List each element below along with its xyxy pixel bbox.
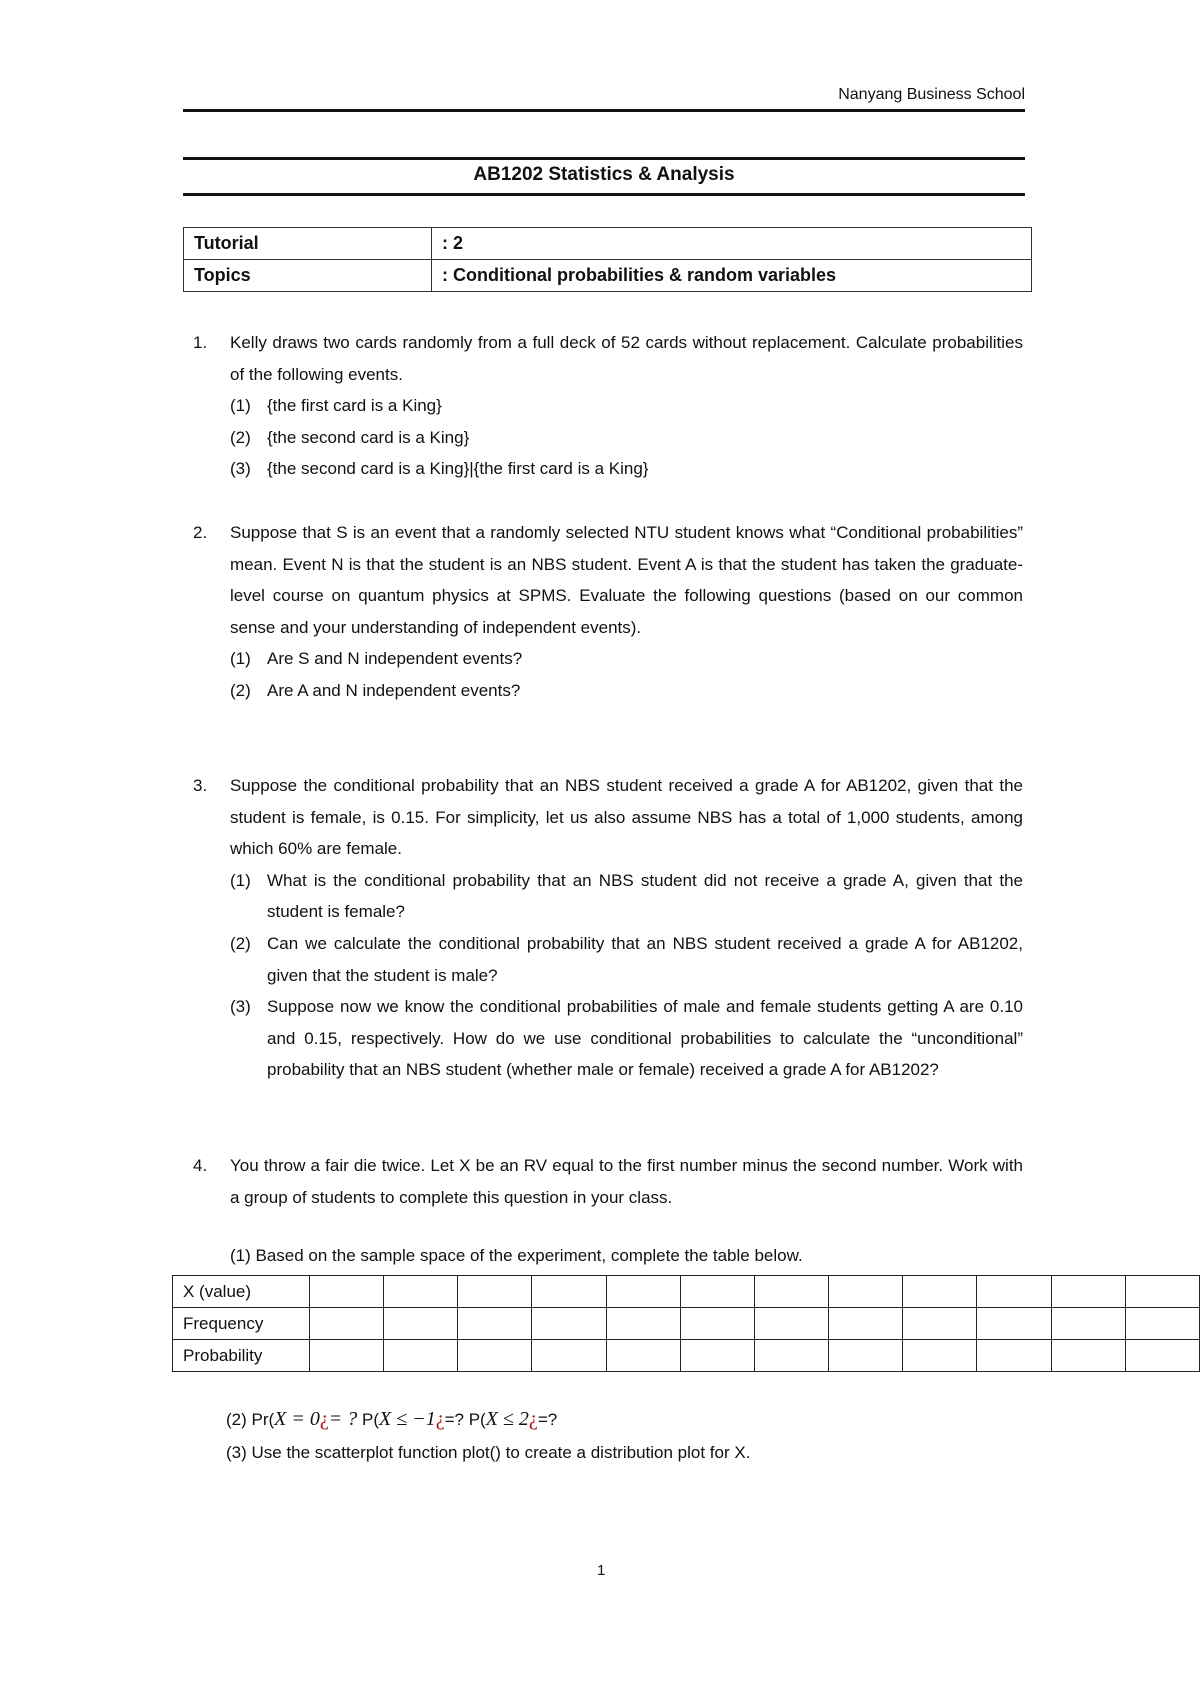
q4-part3: (3) Use the scatterplot function plot() to create a distribution plot for X. (226, 1443, 751, 1462)
math: X = 0 (274, 1408, 320, 1430)
table-row (173, 1276, 1200, 1308)
title-rule-bottom (183, 193, 1025, 196)
sub-number: (1) (230, 396, 251, 416)
math: ¿ (319, 1408, 329, 1430)
title-rule-top (183, 157, 1025, 160)
page-number: 1 (597, 1562, 606, 1579)
sub-number: (1) (230, 870, 251, 890)
text: =? (537, 1410, 558, 1429)
row-header: Frequency (173, 1308, 310, 1340)
info-row (184, 260, 1032, 292)
header-school: Nanyang Business School (838, 86, 1025, 103)
sub-number: (3) (230, 997, 251, 1017)
sub-number: (2) (230, 680, 251, 700)
sub-question (230, 928, 1023, 991)
question-number: 4. (193, 1156, 208, 1175)
question-3 (193, 770, 1023, 1086)
sub-text: What is the conditional probability that an NBS student did not receive a grade A, given that the student is female? (267, 870, 1023, 922)
question-4 (193, 1150, 1023, 1213)
row-header: Probability (173, 1340, 310, 1372)
distribution-table (172, 1275, 1200, 1372)
info-table (183, 227, 1032, 292)
q4-part1: (1) Based on the sample space of the experiment, complete the table below. (230, 1246, 803, 1265)
question-text: Suppose that S is an event that a randomly selected NTU student knows what “Conditional probabilities” mean. Event N is that the student is an NBS student. Event A is that the student has taken the graduate-level course on quantum physics at SPMS. Evaluate the following questions (based on our common sense and your understanding of independent events). (230, 523, 1023, 637)
sub-text: {the second card is a King} (267, 427, 470, 447)
question-text: Suppose the conditional probability that an NBS student received a grade A for AB1202, given that the student is female, is 0.15. For simplicity, let us also assume NBS has a total of 1,000 students, among which 60% are female. (230, 776, 1023, 859)
sub-question (230, 453, 1023, 485)
sub-number: (2) (230, 427, 251, 447)
sub-question (230, 643, 1023, 675)
question-1 (193, 327, 1023, 485)
text: (2) Pr( (226, 1410, 275, 1429)
info-value: : Conditional probabilities & random variables (432, 260, 1032, 292)
sub-question (230, 675, 1023, 707)
sub-number: (1) (230, 649, 251, 669)
sub-text: Suppose now we know the conditional probabilities of male and female students getting A are 0.10 and 0.15, respectively. How do we use conditional probabilities to calculate the “unconditional” probability that an NBS student (whether male or female) received a grade A for AB1202? (267, 997, 1023, 1080)
info-value: : 2 (432, 228, 1032, 260)
sub-number: (2) (230, 933, 251, 953)
math: = ? (328, 1408, 358, 1430)
info-row (184, 228, 1032, 260)
table-row (173, 1308, 1200, 1340)
info-label: Tutorial (184, 228, 432, 260)
question-text: Kelly draws two cards randomly from a full deck of 52 cards without replacement. Calculate probabilities of the following events. (230, 333, 1023, 384)
sub-text: Can we calculate the conditional probability that an NBS student received a grade A for AB1202, given that the student is male? (267, 933, 1023, 985)
question-number: 3. (193, 776, 208, 795)
math: X ≤ −1 (379, 1408, 436, 1430)
sub-text: Are S and N independent events? (267, 649, 523, 669)
table-row (173, 1340, 1200, 1372)
sub-question (230, 390, 1023, 422)
math: X ≤ 2 (485, 1408, 529, 1430)
row-header: X (value) (173, 1276, 310, 1308)
question-2 (193, 517, 1023, 707)
header-rule (183, 109, 1025, 112)
text: =? P( (444, 1410, 486, 1429)
sub-number: (3) (230, 459, 251, 479)
text: P( (357, 1410, 380, 1429)
page-title: AB1202 Statistics & Analysis (473, 164, 735, 185)
math: ¿ (528, 1408, 538, 1430)
info-label: Topics (184, 260, 432, 292)
sub-text: {the second card is a King}|{the first card is a King} (267, 459, 649, 479)
sub-question (230, 865, 1023, 928)
question-number: 1. (193, 333, 208, 352)
sub-text: {the first card is a King} (267, 396, 442, 416)
sub-text: Are A and N independent events? (267, 680, 521, 700)
math: ¿ (435, 1408, 445, 1430)
question-text: You throw a fair die twice. Let X be an RV equal to the first number minus the second number. Work with a group of students to complete this question in your class. (230, 1156, 1023, 1207)
question-number: 2. (193, 523, 208, 542)
q4-part2 (226, 1408, 557, 1431)
sub-question (230, 991, 1023, 1086)
sub-question (230, 422, 1023, 454)
